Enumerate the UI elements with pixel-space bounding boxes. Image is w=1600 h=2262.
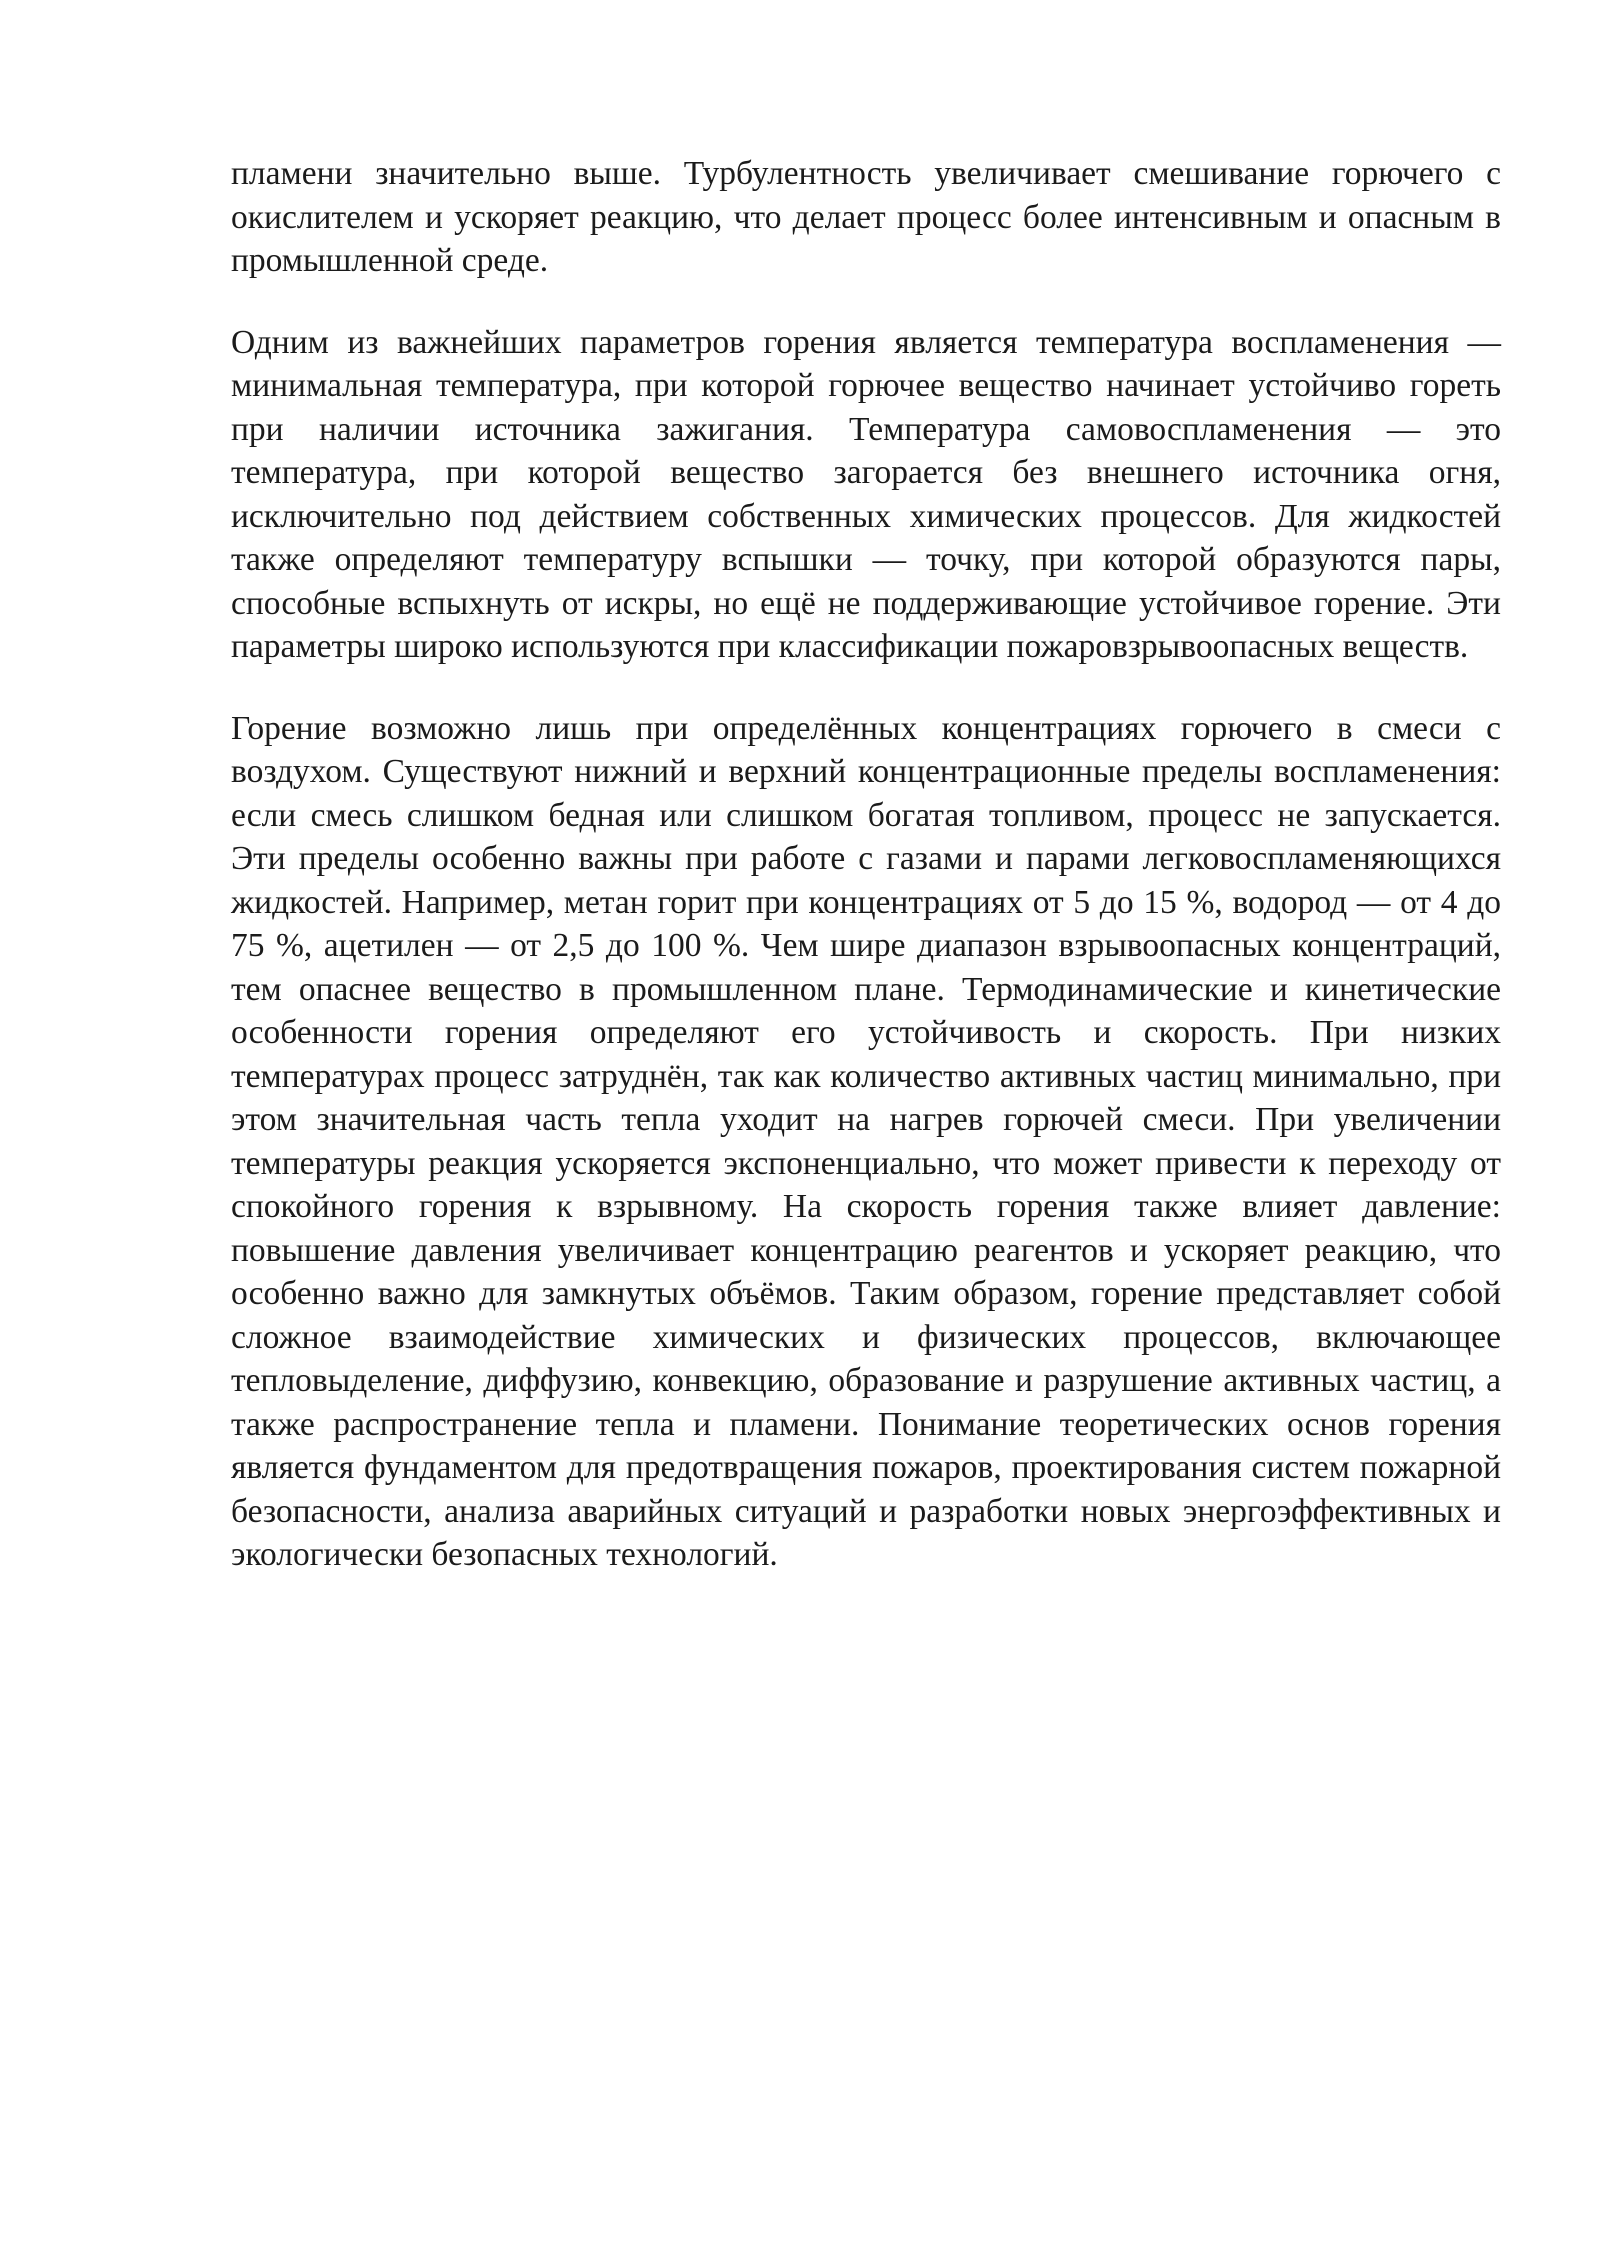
- document-body: [231, 152, 1501, 1577]
- paragraph-ignition-temperatures: Одним из важнейших параметров горения является температура воспламенения — минимальная температура, при которой горючее вещество начинает устойчиво гореть при наличии источника зажигания. Температура самовоспламенения — это температура, при которой вещество загорается без внешнего источника огня, исключительно под действием собственных химических процессов. Для жидкостей также определяют температуру вспышки — точку, при которой образуются пары, способные вспыхнуть от искры, но ещё не поддерживающие устойчивое горение. Эти параметры широко используются при классификации пожаровзрывоопасных веществ.: [231, 323, 1501, 665]
- paragraph-concentration-limits: Горение возможно лишь при определённых концентрациях горючего в смеси с воздухом. Существуют нижний и верхний концентрационные пределы воспламенения: если смесь слишком бедная или слишком богатая топливом, процесс не запускается. Эти пределы особенно важны при работе с газами и парами легковоспламеняющихся жидкостей. Например, метан горит при концентрациях от 5 до 15 %, водород — от 4 до 75 %, ацетилен — от 2,5 до 100 %. Чем шире диапазон взрывоопасных концентраций, тем опаснее вещество в промышленном плане. Термодинамические и кинетические особенности горения определяют его устойчивость и скорость. При низких температурах процесс затруднён, так как количество активных частиц минимально, при этом значительная часть тепла уходит на нагрев горючей смеси. При увеличении температуры реакция ускоряется экспоненциально, что может привести к переходу от спокойного горения к взрывному. На скорость горения также влияет давление: повышение давления увеличивает концентрацию реагентов и ускоряет реакцию, что особенно важно для замкнутых объёмов. Таким образом, горение представляет собой сложное взаимодействие химических и физических процессов, включающее тепловыделение, диффузию, конвекцию, образование и разрушение активных частиц, а также распространение тепла и пламени. Понимание теоретических основ горения является фундаментом для предотвращения пожаров, проектирования систем пожарной безопасности, анализа аварийных ситуаций и разработки новых энергоэффективных и экологически безопасных технологий.: [231, 709, 1501, 1573]
- paragraph-turbulence: пламени значительно выше. Турбулентность увеличивает смешивание горючего с окислителем и ускоряет реакцию, что делает процесс более интенсивным и опасным в промышленной среде.: [231, 155, 1501, 279]
